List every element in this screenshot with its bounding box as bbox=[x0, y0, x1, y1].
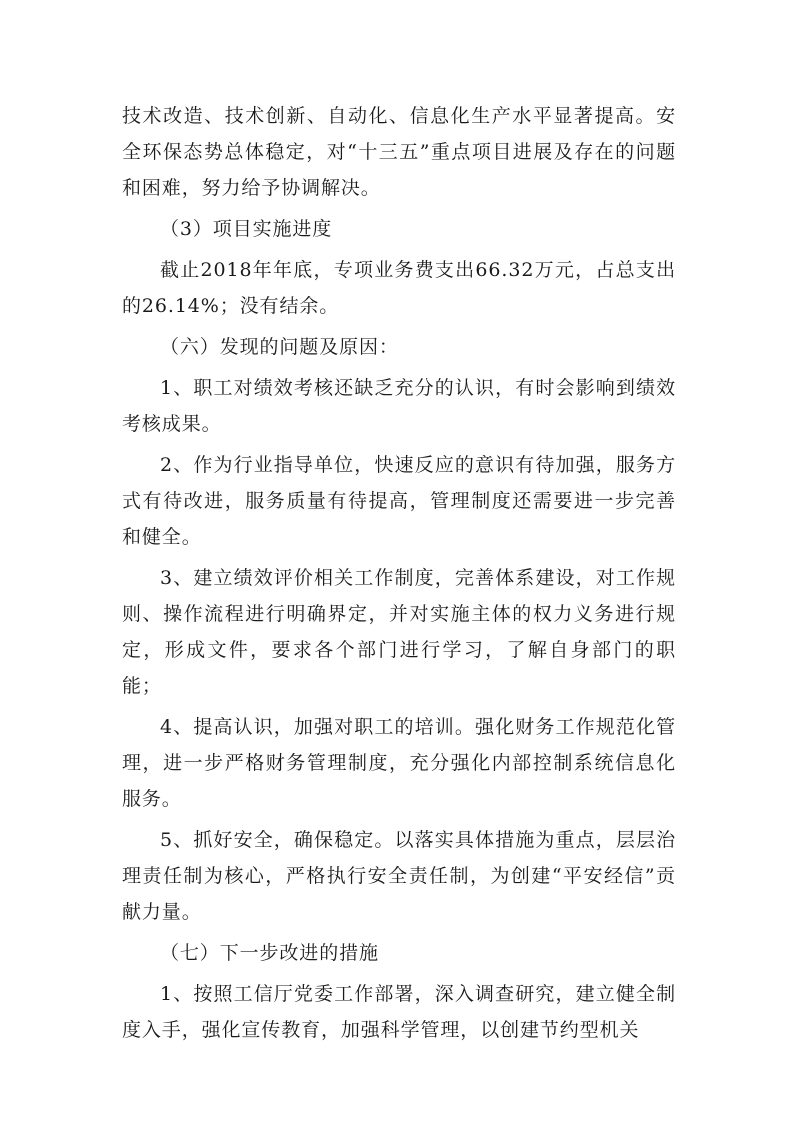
paragraph-problem-1: 1、职工对绩效考核还缺乏充分的认识，有时会影响到绩效考核成果。 bbox=[122, 377, 676, 435]
subheading-project-progress: （3）项目实施进度 bbox=[160, 218, 333, 240]
document-body bbox=[122, 98, 676, 1053]
paragraph-expenditure: 截止2018年年底，专项业务费支出66.32万元，占总支出的26.14%；没有结余。 bbox=[122, 259, 676, 317]
paragraph-problem-4: 4、提高认识，加强对职工的培训。强化财务工作规范化管理，进一步严格财务管理制度，充分强化内部控制系统信息化服务。 bbox=[122, 716, 676, 810]
paragraph-problem-3: 3、建立绩效评价相关工作制度，完善体系建设，对工作规则、操作流程进行明确界定，并对实施主体的权力义务进行规定，形成文件，要求各个部门进行学习，了解自身部门的职能； bbox=[122, 567, 676, 697]
paragraph-problem-2: 2、作为行业指导单位，快速反应的意识有待加强，服务方式有待改进，服务质量有待提高，管理制度还需要进一步完善和健全。 bbox=[122, 454, 676, 548]
section-heading-problems: （六）发现的问题及原因： bbox=[160, 336, 399, 358]
paragraph-improvement-1: 1、按照工信厅党委工作部署，深入调查研究，建立健全制度入手，强化宣传教育，加强科学管理，以创建节约型机关 bbox=[122, 983, 676, 1041]
section-heading-improvements: （七）下一步改进的措施 bbox=[160, 942, 379, 964]
paragraph-problem-5: 5、抓好安全，确保稳定。以落实具体措施为重点，层层治理责任制为核心，严格执行安全责任制，为创建“平安经信”贡献力量。 bbox=[122, 829, 676, 923]
paragraph-continued-text: 技术改造、技术创新、自动化、信息化生产水平显著提高。安全环保态势总体稳定，对“十三五”重点项目进展及存在的问题和困难，努力给予协调解决。 bbox=[122, 105, 676, 199]
